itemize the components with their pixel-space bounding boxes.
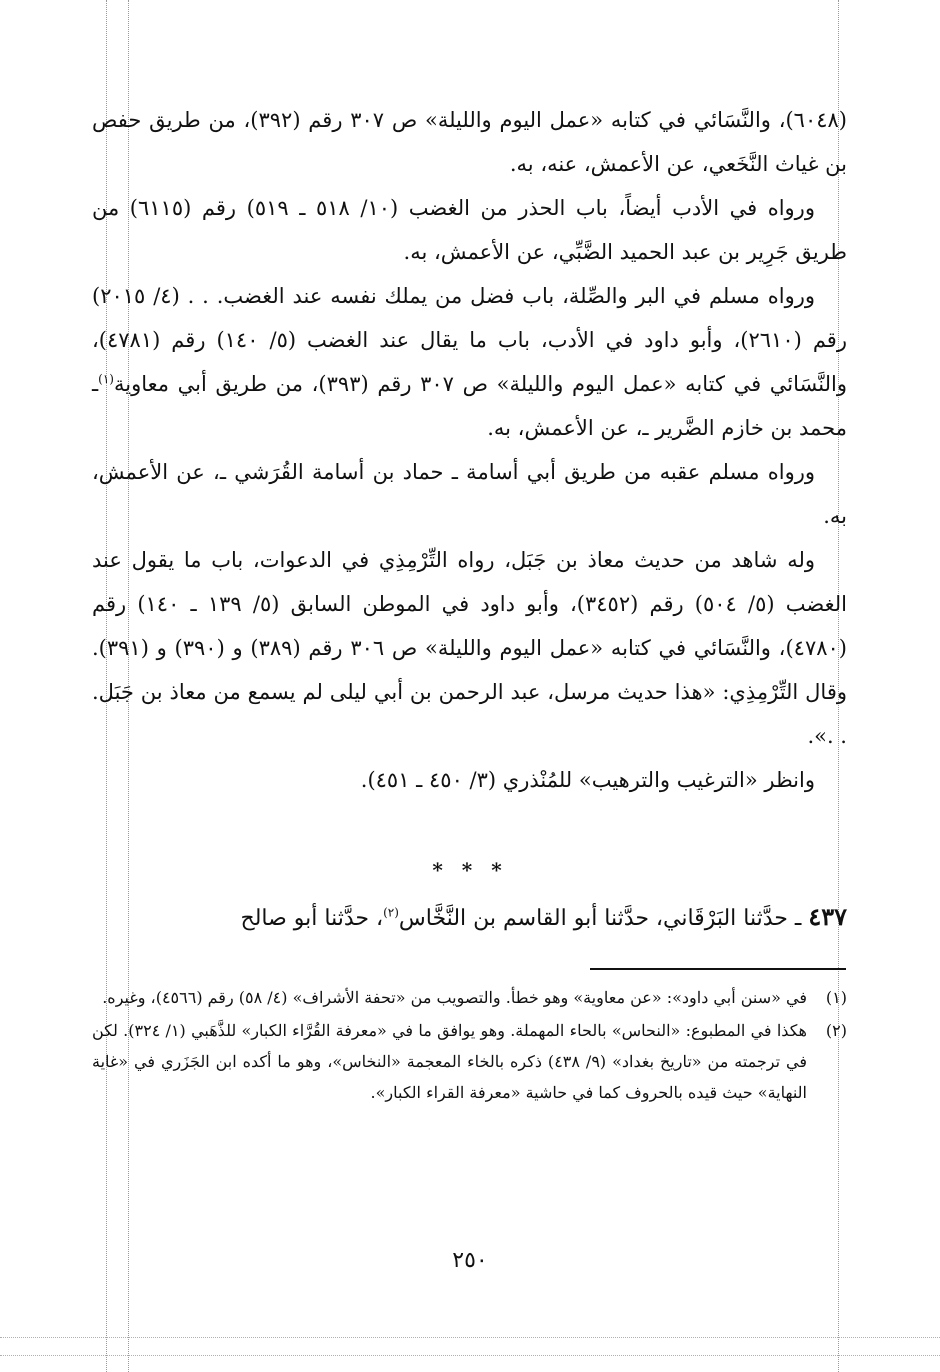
paragraph-3 bbox=[92, 274, 847, 450]
section-separator: * * * bbox=[432, 858, 508, 882]
footnote-ref-1[interactable]: (١) bbox=[98, 372, 114, 386]
hadith-text-tail: ، حدَّثنا أبو صالح bbox=[240, 906, 384, 931]
footnote-divider bbox=[590, 968, 846, 970]
footnote-1 bbox=[92, 982, 847, 1013]
footnote-text: هكذا في المطبوع: «النحاس» بالحاء المهملة. وهو يوافق ما في «معرفة القُرَّاء الكبار» للذَّهَبي (١/ ٣٢٤). لكن في ترجمته من «تاريخ بغداد» (٩/ ٤٣٨) ذكره بالخاء المعجمة «النخاس»، وهو ما أكده ابن الجَزَري في «غاية النهاية» حيث قيده بالحروف كما في حاشية «معرفة القراء الكبار». bbox=[92, 1021, 807, 1102]
footnote-number: (١) bbox=[825, 988, 847, 1007]
paragraph-6: وانظر «الترغيب والترهيب» للمُنْذري (٣/ ٤٥٠ ـ ٤٥١). bbox=[360, 768, 815, 792]
main-text bbox=[92, 98, 847, 802]
footnote-ref-2[interactable]: (٢) bbox=[383, 905, 399, 920]
footnote-text: في «سنن أبي داود»: «عن معاوية» وهو خطأ. والتصويب من «تحفة الأشراف» (٤/ ٥٨) رقم (٤٥٦٦)، وغيره. bbox=[102, 988, 807, 1007]
paragraph-4: ورواه مسلم عقبه من طريق أبي أسامة ـ حماد بن أسامة القُرَشي ـ، عن الأعمش، به. bbox=[92, 460, 847, 528]
paragraph-3-text: ورواه مسلم في البر والصِّلة، باب فضل من يملك نفسه عند الغضب. . . (٤/ ٢٠١٥) رقم (٢٦١٠)، وأبو داود في الأدب، باب ما يقال عند الغضب (٥/ ١٤٠) رقم (٤٧٨١)، والنَّسَائي في كتابه «عمل اليوم والليلة» ص ٣٠٧ رقم (٣٩٣)، من طريق أبي معاوية bbox=[92, 284, 847, 396]
hadith-number: ٤٣٧ bbox=[808, 902, 847, 931]
footnote-number: (٢) bbox=[825, 1021, 847, 1040]
paragraph-2: ورواه في الأدب أيضاً، باب الحذر من الغضب (١٠/ ٥١٨ ـ ٥١٩) رقم (٦١١٥) من طريق جَرِير بن عبد الحميد الضَّبِّي، عن الأعمش، به. bbox=[92, 196, 847, 264]
scan-dotted-line bbox=[0, 1337, 940, 1338]
hadith-line bbox=[92, 892, 847, 944]
paragraph-1: (٦٠٤٨)، والنَّسَائي في كتابه «عمل اليوم والليلة» ص ٣٠٧ رقم (٣٩٢)، من طريق حفص بن غياث النَّخَعي، عن الأعمش، عنه، به. bbox=[92, 108, 847, 176]
paragraph-3-tail: ـ محمد بن خازم الضَّرير ـ، عن الأعمش، به. bbox=[92, 372, 847, 440]
hadith-text: حدَّثنا البَرْقَاني، حدَّثنا أبو القاسم بن النَّخَّاس bbox=[398, 906, 788, 931]
footnote-2 bbox=[92, 1015, 847, 1108]
scan-dotted-line bbox=[0, 1355, 940, 1356]
footnotes bbox=[92, 982, 847, 1110]
paragraph-5: وله شاهد من حديث معاذ بن جَبَل، رواه التِّرْمِذِي في الدعوات، باب ما يقول عند الغضب (٥/ ٥٠٤) رقم (٣٤٥٢)، وأبو داود في الموطن السابق (٥/ ١٣٩ ـ ١٤٠) رقم (٤٧٨٠)، والنَّسَائي في كتابه «عمل اليوم والليلة» ص ٣٠٦ رقم (٣٨٩) و (٣٩٠) و (٣٩١). وقال التِّرْمِذِي: «هذا حديث مرسل، عبد الرحمن بن أبي ليلى لم يسمع من معاذ بن جَبَل. . .». bbox=[92, 548, 847, 748]
page-number: ٢٥٠ bbox=[452, 1248, 488, 1273]
hadith-dash: ـ bbox=[787, 906, 809, 931]
